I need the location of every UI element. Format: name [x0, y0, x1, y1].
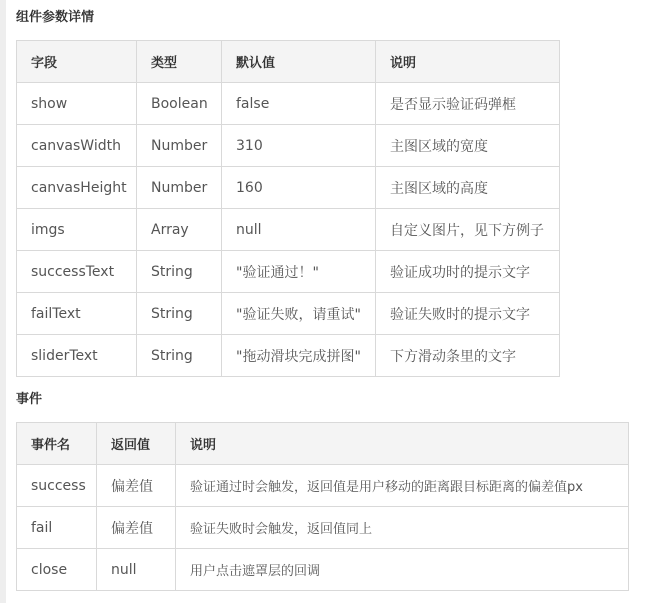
param-desc: 自定义图片，见下方例子	[376, 209, 560, 251]
events-table	[16, 422, 629, 591]
param-default: "验证通过！"	[222, 251, 376, 293]
params-col-type: 类型	[137, 41, 222, 83]
event-desc: 验证通过时会触发，返回值是用户移动的距离跟目标距离的偏差值px	[176, 465, 629, 507]
params-col-field: 字段	[17, 41, 137, 83]
event-name: success	[17, 465, 97, 507]
param-name: imgs	[17, 209, 137, 251]
table-row	[17, 465, 629, 507]
events-header-row	[17, 423, 629, 465]
events-col-desc: 说明	[176, 423, 629, 465]
table-row	[17, 125, 560, 167]
params-table	[16, 40, 560, 377]
param-default: 160	[222, 167, 376, 209]
events-col-return: 返回值	[97, 423, 176, 465]
table-row	[17, 83, 560, 125]
event-return: 偏差值	[97, 507, 176, 549]
table-row	[17, 293, 560, 335]
param-type: Array	[137, 209, 222, 251]
param-desc: 下方滑动条里的文字	[376, 335, 560, 377]
table-row	[17, 507, 629, 549]
param-default: false	[222, 83, 376, 125]
event-return: 偏差值	[97, 465, 176, 507]
param-name: failText	[17, 293, 137, 335]
param-desc: 验证成功时的提示文字	[376, 251, 560, 293]
table-row	[17, 209, 560, 251]
params-col-default: 默认值	[222, 41, 376, 83]
param-type: Number	[137, 167, 222, 209]
param-name: successText	[17, 251, 137, 293]
params-col-desc: 说明	[376, 41, 560, 83]
param-type: Boolean	[137, 83, 222, 125]
events-heading: 事件	[16, 392, 43, 407]
event-desc: 用户点击遮罩层的回调	[176, 549, 629, 591]
table-row	[17, 251, 560, 293]
param-name: canvasHeight	[17, 167, 137, 209]
param-default: null	[222, 209, 376, 251]
param-name: show	[17, 83, 137, 125]
param-default: 310	[222, 125, 376, 167]
param-desc: 主图区域的宽度	[376, 125, 560, 167]
param-desc: 验证失败时的提示文字	[376, 293, 560, 335]
event-name: fail	[17, 507, 97, 549]
event-name: close	[17, 549, 97, 591]
params-header-row	[17, 41, 560, 83]
param-default: "拖动滑块完成拼图"	[222, 335, 376, 377]
param-desc: 是否显示验证码弹框	[376, 83, 560, 125]
param-type: String	[137, 251, 222, 293]
param-name: sliderText	[17, 335, 137, 377]
table-row	[17, 335, 560, 377]
left-border	[0, 0, 6, 603]
param-type: String	[137, 293, 222, 335]
event-return: null	[97, 549, 176, 591]
param-type: Number	[137, 125, 222, 167]
param-type: String	[137, 335, 222, 377]
param-default: "验证失败，请重试"	[222, 293, 376, 335]
param-desc: 主图区域的高度	[376, 167, 560, 209]
table-row	[17, 167, 560, 209]
param-name: canvasWidth	[17, 125, 137, 167]
event-desc: 验证失败时会触发，返回值同上	[176, 507, 629, 549]
events-col-name: 事件名	[17, 423, 97, 465]
params-heading: 组件参数详情	[16, 10, 95, 25]
table-row	[17, 549, 629, 591]
